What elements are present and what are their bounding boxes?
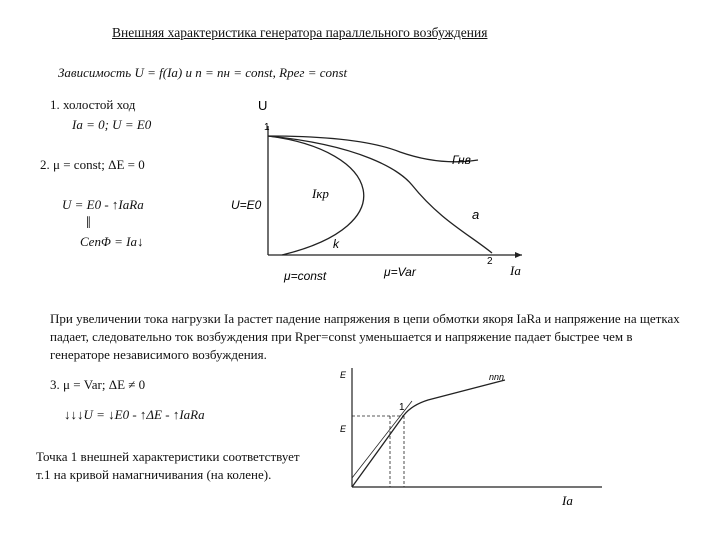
graph1-ia-arrow (515, 252, 522, 258)
graph1-u-label: U (258, 98, 268, 113)
graph1-point-2-label: 2 (487, 256, 493, 267)
point-a-label: a (472, 207, 480, 222)
magnetization-curve (352, 380, 505, 487)
case2-equivalence-bars: ‖ (86, 213, 91, 232)
graph1-point-1-label: 1 (264, 122, 270, 133)
case1-formula: Iа = 0; U = E0 (72, 117, 152, 132)
mu-const-label: μ=const (284, 269, 327, 283)
case3-heading: 3. μ = Var; ΔE ≠ 0 (50, 377, 146, 392)
point-k-label: k (333, 237, 339, 251)
ikr-label: Iкр (312, 186, 329, 201)
explanation-paragraph: При увеличении тока нагрузки Iа растет падение напряжения в цепи обмотки якоря IаRа и напряжение на щетках падает, следовательно ток возбуждения при Rрег=const уменьшается и напряжение падает быстрее чем в генераторе независимого возбуждения. (50, 311, 680, 362)
magnetization-curve-graph (352, 368, 602, 487)
case3-formula: ↓↓↓U = ↓E0 - ↑ΔE - ↑IаRа (64, 407, 205, 422)
graph1-ia-label: Iа (510, 263, 521, 278)
page-title: Внешняя характеристика генератора параллельного возбуждения (112, 25, 488, 40)
mu-var-label: μ=Var (384, 265, 416, 279)
ue0-label: U=E0 (231, 198, 262, 212)
case1-heading: 1. холостой ход (50, 97, 136, 112)
external-characteristic-graph (268, 126, 522, 258)
graph2-point-1-label: 1 (399, 402, 405, 413)
note-line-1: Точка 1 внешней характеристики соответствует (36, 449, 300, 464)
graph2-e-label: E (340, 370, 347, 380)
case2-formula-2: CеnΦ = Iа↓ (80, 234, 144, 249)
graph2-ef-label: E (340, 424, 347, 434)
graph2-nnn-label: nnn (489, 372, 505, 382)
note-line-2: т.1 на кривой намагничивания (на колене). (36, 467, 272, 482)
graph2-ia-label: Iа (562, 493, 573, 508)
case2-heading: 2. μ = const; ΔE = 0 (40, 157, 145, 172)
gnv-label: Гнв (452, 153, 471, 167)
dependency-line: Зависимость U = f(Iа) и n = nн = const, Rрег = const (58, 65, 348, 80)
case2-formula-1: U = E0 - ↑IаRа (62, 197, 144, 212)
